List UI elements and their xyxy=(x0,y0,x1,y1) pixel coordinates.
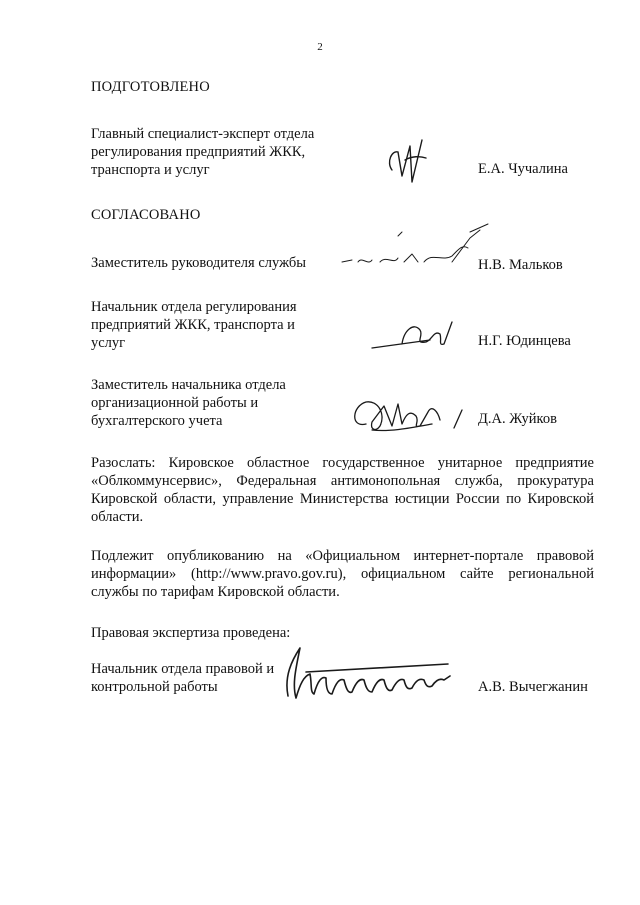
page-number: 2 xyxy=(317,41,323,53)
signature-vychegzhanin xyxy=(287,648,450,698)
signer-1-position: Заместитель руководителя службы xyxy=(91,255,307,271)
signature-malkov xyxy=(342,224,488,262)
prepared-name: Е.А. Чучалина xyxy=(478,161,568,177)
signature-chuchalina xyxy=(390,140,426,182)
prepared-heading: ПОДГОТОВЛЕНО xyxy=(91,79,210,95)
legal-review-position: Начальник отдела правовой и контрольной работы xyxy=(91,661,275,695)
agreed-heading: СОГЛАСОВАНО xyxy=(91,207,201,223)
signer-3-name: Д.А. Жуйков xyxy=(478,411,557,427)
legal-review-name: А.В. Вычегжанин xyxy=(478,679,588,695)
legal-review-heading: Правовая экспертиза проведена: xyxy=(91,625,291,641)
distribution-paragraph: Разослать: Кировское областное государственное унитарное предприятие «Облкоммунсервис», Федеральная антимонопольная служба, прокуратура Кировской области, управление Министерства юстиции России по Кировской области. xyxy=(91,455,594,525)
signature-zhuikov xyxy=(355,402,462,431)
signer-2-name: Н.Г. Юдинцева xyxy=(478,333,571,349)
signer-1-name: Н.В. Мальков xyxy=(478,257,563,273)
signer-3-position: Заместитель начальника отдела организационной работы и бухгалтерского учета xyxy=(91,377,286,429)
signer-2-position: Начальник отдела регулирования предприятий ЖКК, транспорта и услуг xyxy=(91,299,297,351)
prepared-position: Главный специалист-эксперт отдела регулирования предприятий ЖКК, транспорта и услуг xyxy=(91,126,315,178)
publication-paragraph: Подлежит опубликованию на «Официальном интернет-портале правовой информации» (http://www.pravo.gov.ru), официальном сайте региональной службы по тарифам Кировской области. xyxy=(91,548,594,600)
signature-yudintseva xyxy=(372,322,452,348)
